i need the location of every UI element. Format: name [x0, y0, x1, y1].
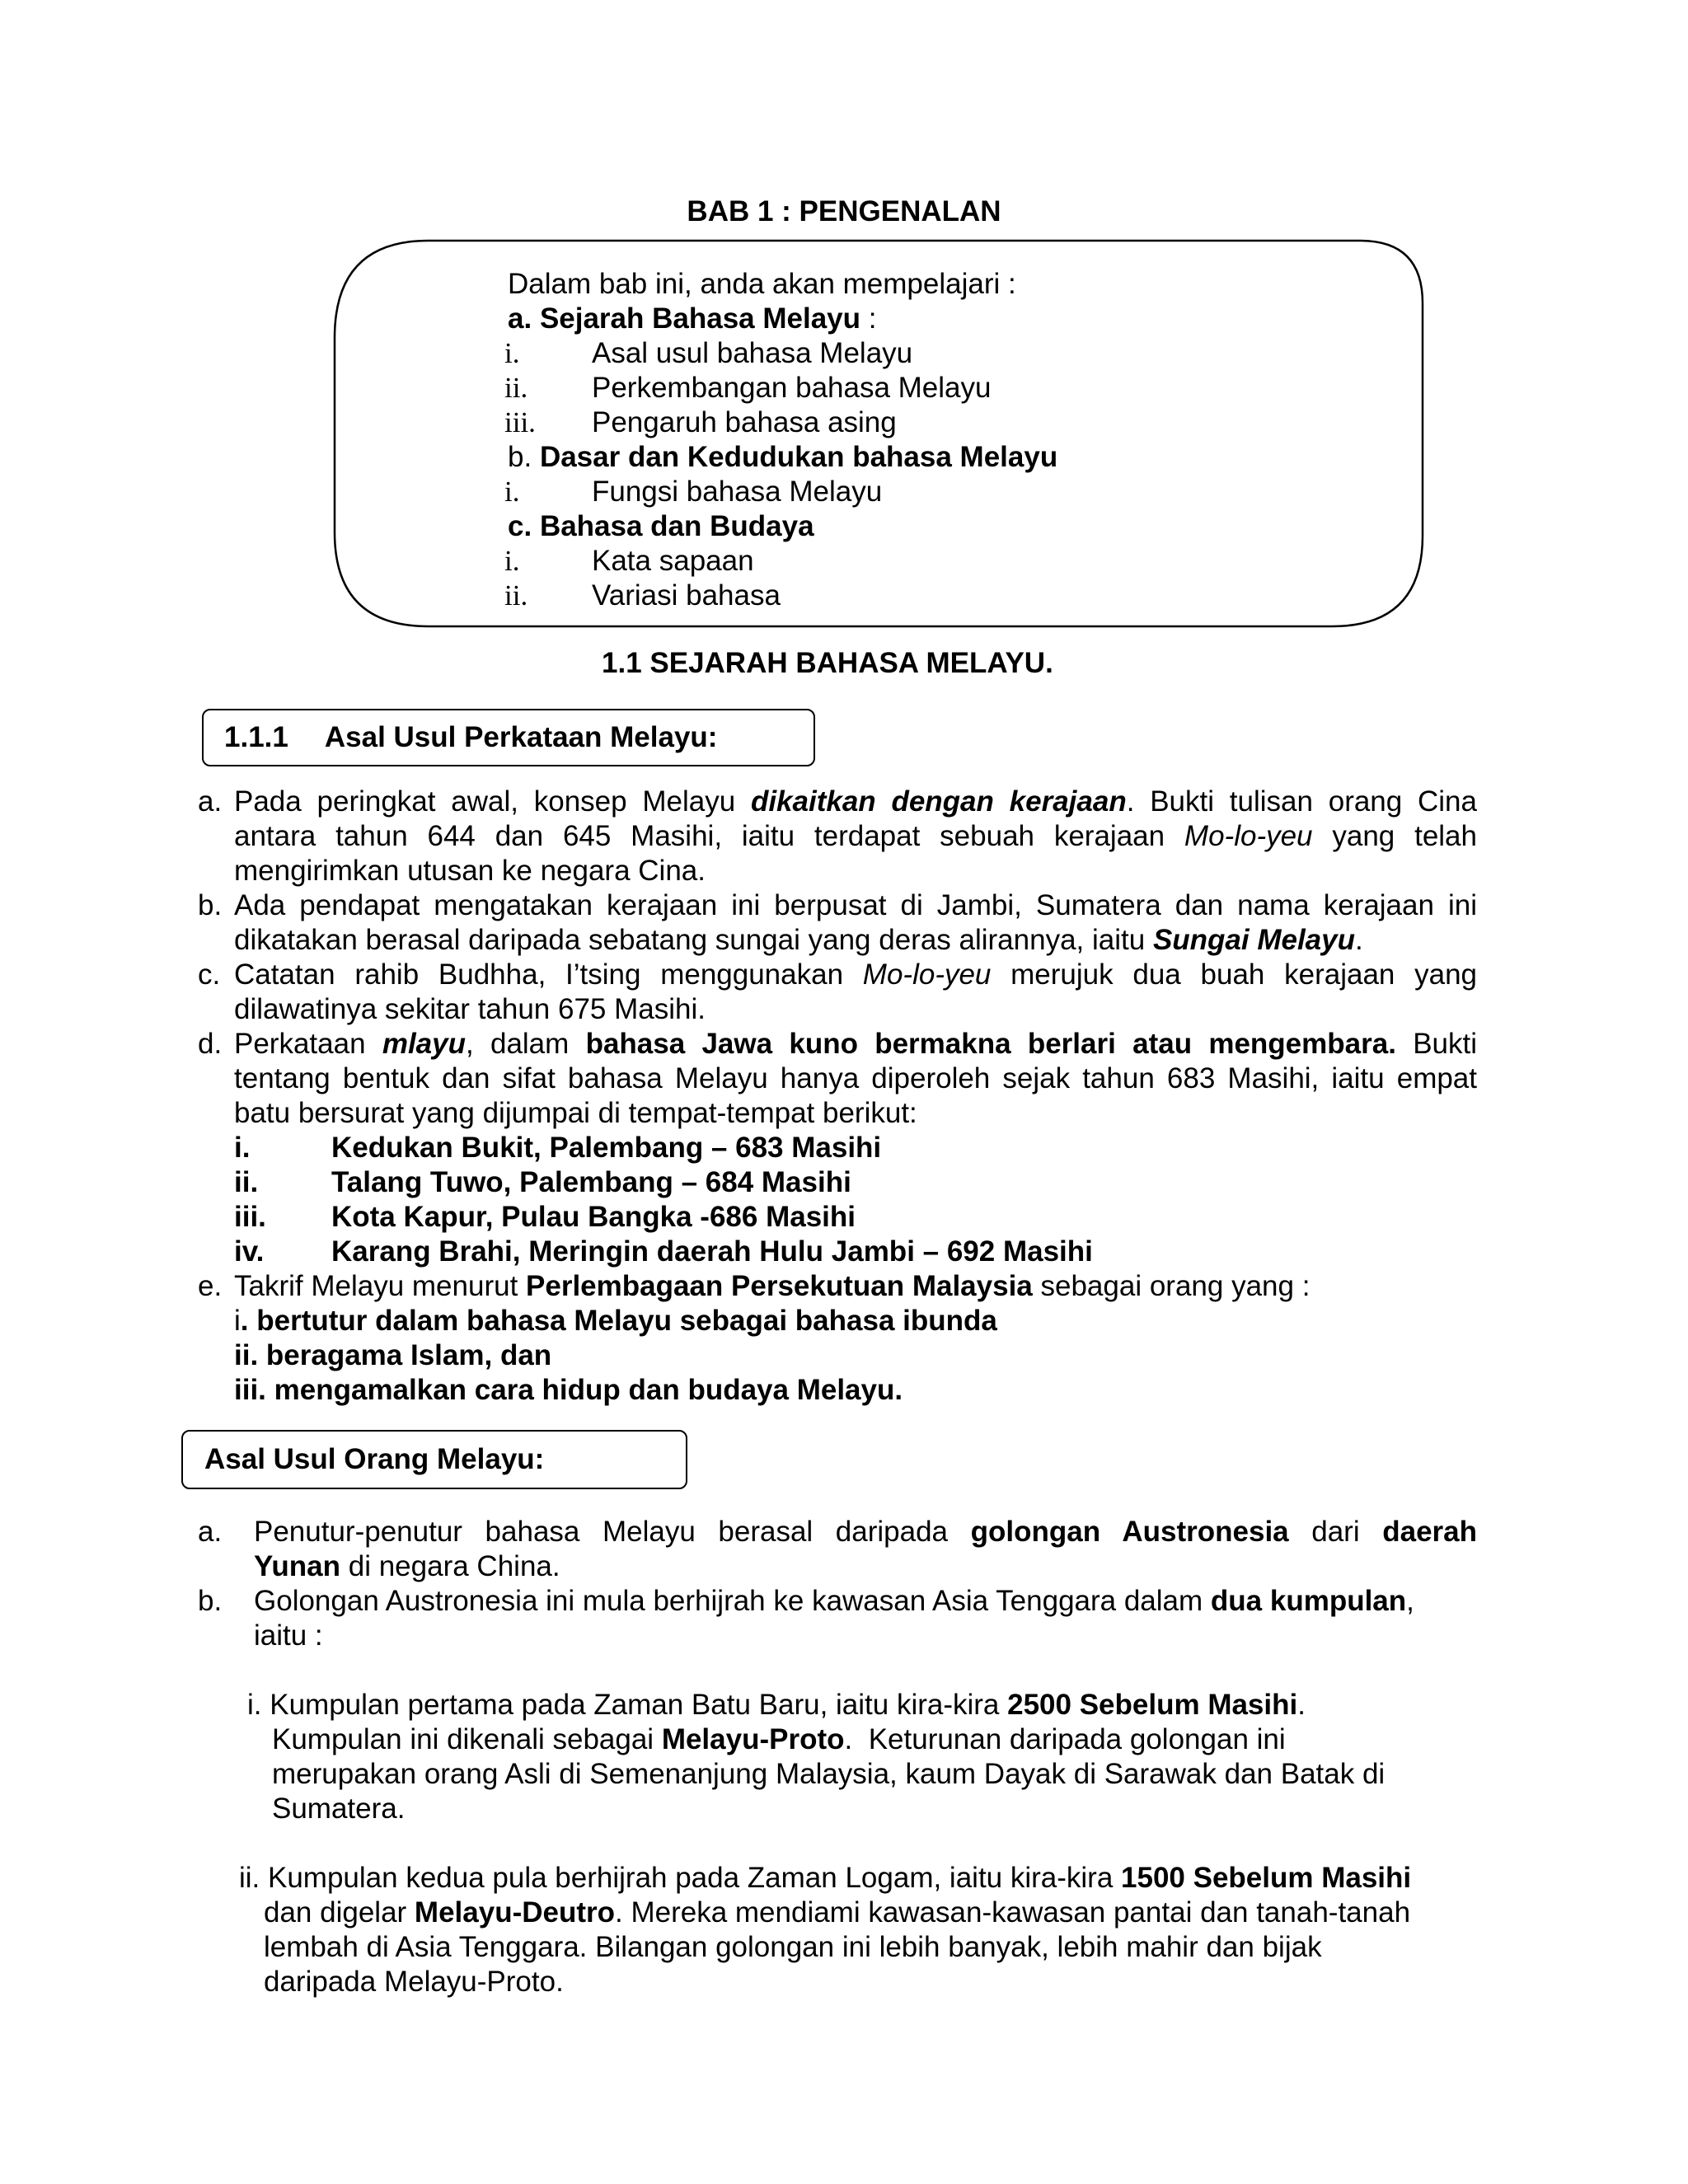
item-d-line2: tentang bentuk dan sifat bahasa Melayu hanya diperoleh sejak tahun 683 Masihi, iaitu empat — [234, 1062, 1477, 1094]
origin-a-yunan: Yunan — [254, 1550, 341, 1582]
group-ii-text-end: . Mereka mendiami kawasan-kawasan pantai dan tanah-tanah — [615, 1896, 1411, 1929]
item-c-line2: dilawatinya sekitar tahun 675 Masihi. — [234, 993, 706, 1025]
origin-a-text-end: di negara China. — [340, 1550, 560, 1582]
intro-a-item-num: iii. — [504, 406, 536, 438]
item-b-line1: Ada pendapat mengatakan kerajaan ini berpusat di Jambi, Sumatera dan nama kerajaan ini — [234, 889, 1477, 921]
origin-a-emphasis: golongan Austronesia — [970, 1516, 1289, 1548]
group-ii-line4: daripada Melayu-Proto. — [264, 1966, 564, 1998]
intro-section-c-letter: c. — [508, 510, 532, 542]
group-i-line2 — [272, 1722, 1286, 1757]
item-e-emphasis: Perlembagaan Persekutuan Malaysia — [526, 1270, 1033, 1302]
subsection-title-1 — [224, 720, 717, 755]
group-i-period: . — [1297, 1689, 1306, 1721]
intro-lead: Dalam bab ini, anda akan mempelajari : — [508, 268, 1016, 300]
inscription-text: Karang Brahi, Meringin daerah Hulu Jambi – 692 Masihi — [331, 1235, 1093, 1268]
definition-num: i — [234, 1305, 241, 1337]
group-ii-text: dan digelar — [264, 1896, 415, 1929]
group-i-text: i. Kumpulan pertama pada Zaman Batu Baru, iaitu kira-kira — [247, 1689, 1008, 1721]
inscription-text: Kota Kapur, Pulau Bangka -686 Masihi — [331, 1201, 856, 1233]
item-a-text-end: yang telah — [1312, 820, 1477, 852]
section-heading: 1.1 SEJARAH BAHASA MELAYU. — [602, 647, 1053, 679]
subsection-title-text: Asal Usul Perkataan Melayu: — [324, 721, 718, 753]
intro-a-item-text: Perkembangan bahasa Melayu — [592, 372, 992, 404]
item-a-italic: Mo-lo-yeu — [1184, 820, 1313, 852]
definition-dot: . — [240, 1305, 249, 1337]
item-a-text: Pada peringkat awal, konsep Melayu — [234, 785, 751, 818]
origin-a-text: Penutur-penutur bahasa Melayu berasal daripada — [254, 1516, 971, 1548]
item-b-line2 — [234, 923, 1363, 958]
subsection-number: 1.1.1 — [224, 721, 288, 753]
origin-item-a-letter: a. — [198, 1516, 223, 1548]
origin-a-text-mid: dari — [1288, 1516, 1383, 1548]
item-b-letter: b. — [198, 889, 223, 921]
intro-c-item-num: i. — [504, 545, 520, 577]
intro-a-item-num: i. — [504, 337, 520, 369]
item-a-line2 — [234, 819, 1477, 854]
item-d-line1 — [234, 1027, 1477, 1062]
definition-item — [234, 1304, 997, 1338]
inscription-num: i. — [234, 1132, 251, 1164]
chapter-title: BAB 1 : PENGENALAN — [687, 195, 1001, 227]
intro-section-b-letter: b. — [508, 441, 532, 473]
inscription-text: Kedukan Bukit, Palembang – 683 Masihi — [331, 1132, 882, 1164]
item-a-letter: a. — [198, 785, 223, 818]
origin-item-a-line1 — [254, 1515, 1477, 1549]
item-d-text: Perkataan — [234, 1028, 382, 1060]
intro-c-item-text: Kata sapaan — [592, 545, 754, 577]
origin-b-comma: , — [1406, 1585, 1414, 1617]
origin-item-a-line2 — [254, 1549, 560, 1584]
group-i-line4: Sumatera. — [272, 1793, 406, 1825]
item-d-letter: d. — [198, 1028, 223, 1060]
intro-a-item-text: Asal usul bahasa Melayu — [592, 337, 913, 369]
item-c-line1 — [234, 958, 1477, 992]
item-a-emphasis: dikaitkan dengan kerajaan — [750, 785, 1127, 818]
item-d-text-mid: , dalam — [465, 1028, 586, 1060]
item-d-emphasis: bahasa Jawa kuno bermakna berlari atau mengembara. — [585, 1028, 1396, 1060]
item-d-word-mlayu: mlayu — [382, 1028, 466, 1060]
item-e-text: Takrif Melayu menurut — [234, 1270, 527, 1302]
group-i-text: Kumpulan ini dikenali sebagai — [272, 1723, 662, 1755]
definition-num: ii. — [234, 1339, 259, 1371]
group-ii-text: ii. Kumpulan kedua pula berhijrah pada Zaman Logam, iaitu kira-kira — [239, 1862, 1122, 1894]
intro-c-item-num: ii. — [504, 579, 528, 612]
item-d-text-end: Bukti — [1395, 1028, 1478, 1060]
item-b-emphasis: Sungai Melayu — [1152, 924, 1355, 956]
item-d-line3: batu bersurat yang dijumpai di tempat-tempat berikut: — [234, 1097, 917, 1129]
intro-a-item-text: Pengaruh bahasa asing — [592, 406, 897, 438]
group-ii-line1 — [239, 1861, 1411, 1896]
definition-text: mengamalkan cara hidup dan budaya Melayu. — [265, 1374, 903, 1406]
group-ii-name: Melayu-Deutro — [414, 1896, 616, 1929]
item-b-text: dikatakan berasal daripada sebatang sungai yang deras alirannya, iaitu — [234, 924, 1153, 956]
item-c-text: Catatan rahib Budhha, I’tsing menggunakan — [234, 958, 863, 991]
intro-section-b — [508, 440, 1057, 475]
intro-section-c — [508, 509, 814, 544]
inscription-text: Talang Tuwo, Palembang – 684 Masihi — [331, 1166, 851, 1198]
group-i-line1 — [247, 1688, 1306, 1722]
group-ii-line2 — [264, 1896, 1410, 1930]
origin-item-b-line2: iaitu : — [254, 1619, 323, 1652]
group-ii-date: 1500 Sebelum Masihi — [1121, 1862, 1412, 1894]
group-i-line3: merupakan orang Asli di Semenanjung Malaysia, kaum Dayak di Sarawak dan Batak di — [272, 1758, 1386, 1790]
definition-item — [234, 1338, 551, 1373]
origin-item-b-letter: b. — [198, 1585, 223, 1617]
item-b-period: . — [1355, 924, 1363, 956]
intro-b-item-text: Fungsi bahasa Melayu — [592, 476, 883, 508]
definition-item — [234, 1373, 903, 1408]
intro-section-a-suffix: : — [860, 302, 877, 335]
intro-section-b-title: Dasar dan Kedudukan bahasa Melayu — [539, 441, 1058, 473]
definition-text: bertutur dalam bahasa Melayu sebagai bahasa ibunda — [248, 1305, 997, 1337]
inscription-num: iv. — [234, 1235, 265, 1268]
item-e-letter: e. — [198, 1270, 223, 1302]
item-c-text-end: merujuk dua buah kerajaan yang — [991, 958, 1478, 991]
origin-item-b-line1 — [254, 1584, 1414, 1619]
item-a-text-end: . Bukti tulisan orang Cina — [1126, 785, 1477, 818]
definition-text: beragama Islam, dan — [258, 1339, 552, 1371]
item-c-italic: Mo-lo-yeu — [862, 958, 992, 991]
item-c-letter: c. — [198, 958, 221, 991]
subsection-title-2: Asal Usul Orang Melayu: — [204, 1443, 545, 1475]
group-i-date: 2500 Sebelum Masihi — [1007, 1689, 1298, 1721]
group-ii-line3: lembah di Asia Tenggara. Bilangan golongan ini lebih banyak, lebih mahir dan bijak — [264, 1931, 1322, 1963]
item-e-line1 — [234, 1269, 1310, 1304]
item-a-text: antara tahun 644 dan 645 Masihi, iaitu terdapat sebuah kerajaan — [234, 820, 1184, 852]
intro-section-a-letter: a. — [508, 302, 532, 335]
inscription-num: iii. — [234, 1201, 266, 1233]
intro-c-item-text: Variasi bahasa — [592, 579, 781, 612]
inscription-num: ii. — [234, 1166, 259, 1198]
intro-a-item-num: ii. — [504, 372, 528, 404]
intro-section-a-title: Sejarah Bahasa Melayu — [539, 302, 861, 335]
item-e-text-end: sebagai orang yang : — [1032, 1270, 1311, 1302]
intro-b-item-num: i. — [504, 476, 520, 508]
item-a-line3: mengirimkan utusan ke negara Cina. — [234, 855, 706, 887]
intro-section-c-title: Bahasa dan Budaya — [539, 510, 814, 542]
origin-b-emphasis: dua kumpulan — [1210, 1585, 1407, 1617]
item-a-line1 — [234, 785, 1477, 819]
origin-b-text: Golongan Austronesia ini mula berhijrah ke kawasan Asia Tenggara dalam — [254, 1585, 1211, 1617]
definition-num: iii. — [234, 1374, 266, 1406]
intro-section-a — [508, 302, 876, 336]
group-i-text-end: . Keturunan daripada golongan ini — [844, 1723, 1286, 1755]
group-i-name: Melayu-Proto — [661, 1723, 845, 1755]
origin-a-emphasis-2: daerah — [1382, 1516, 1477, 1548]
